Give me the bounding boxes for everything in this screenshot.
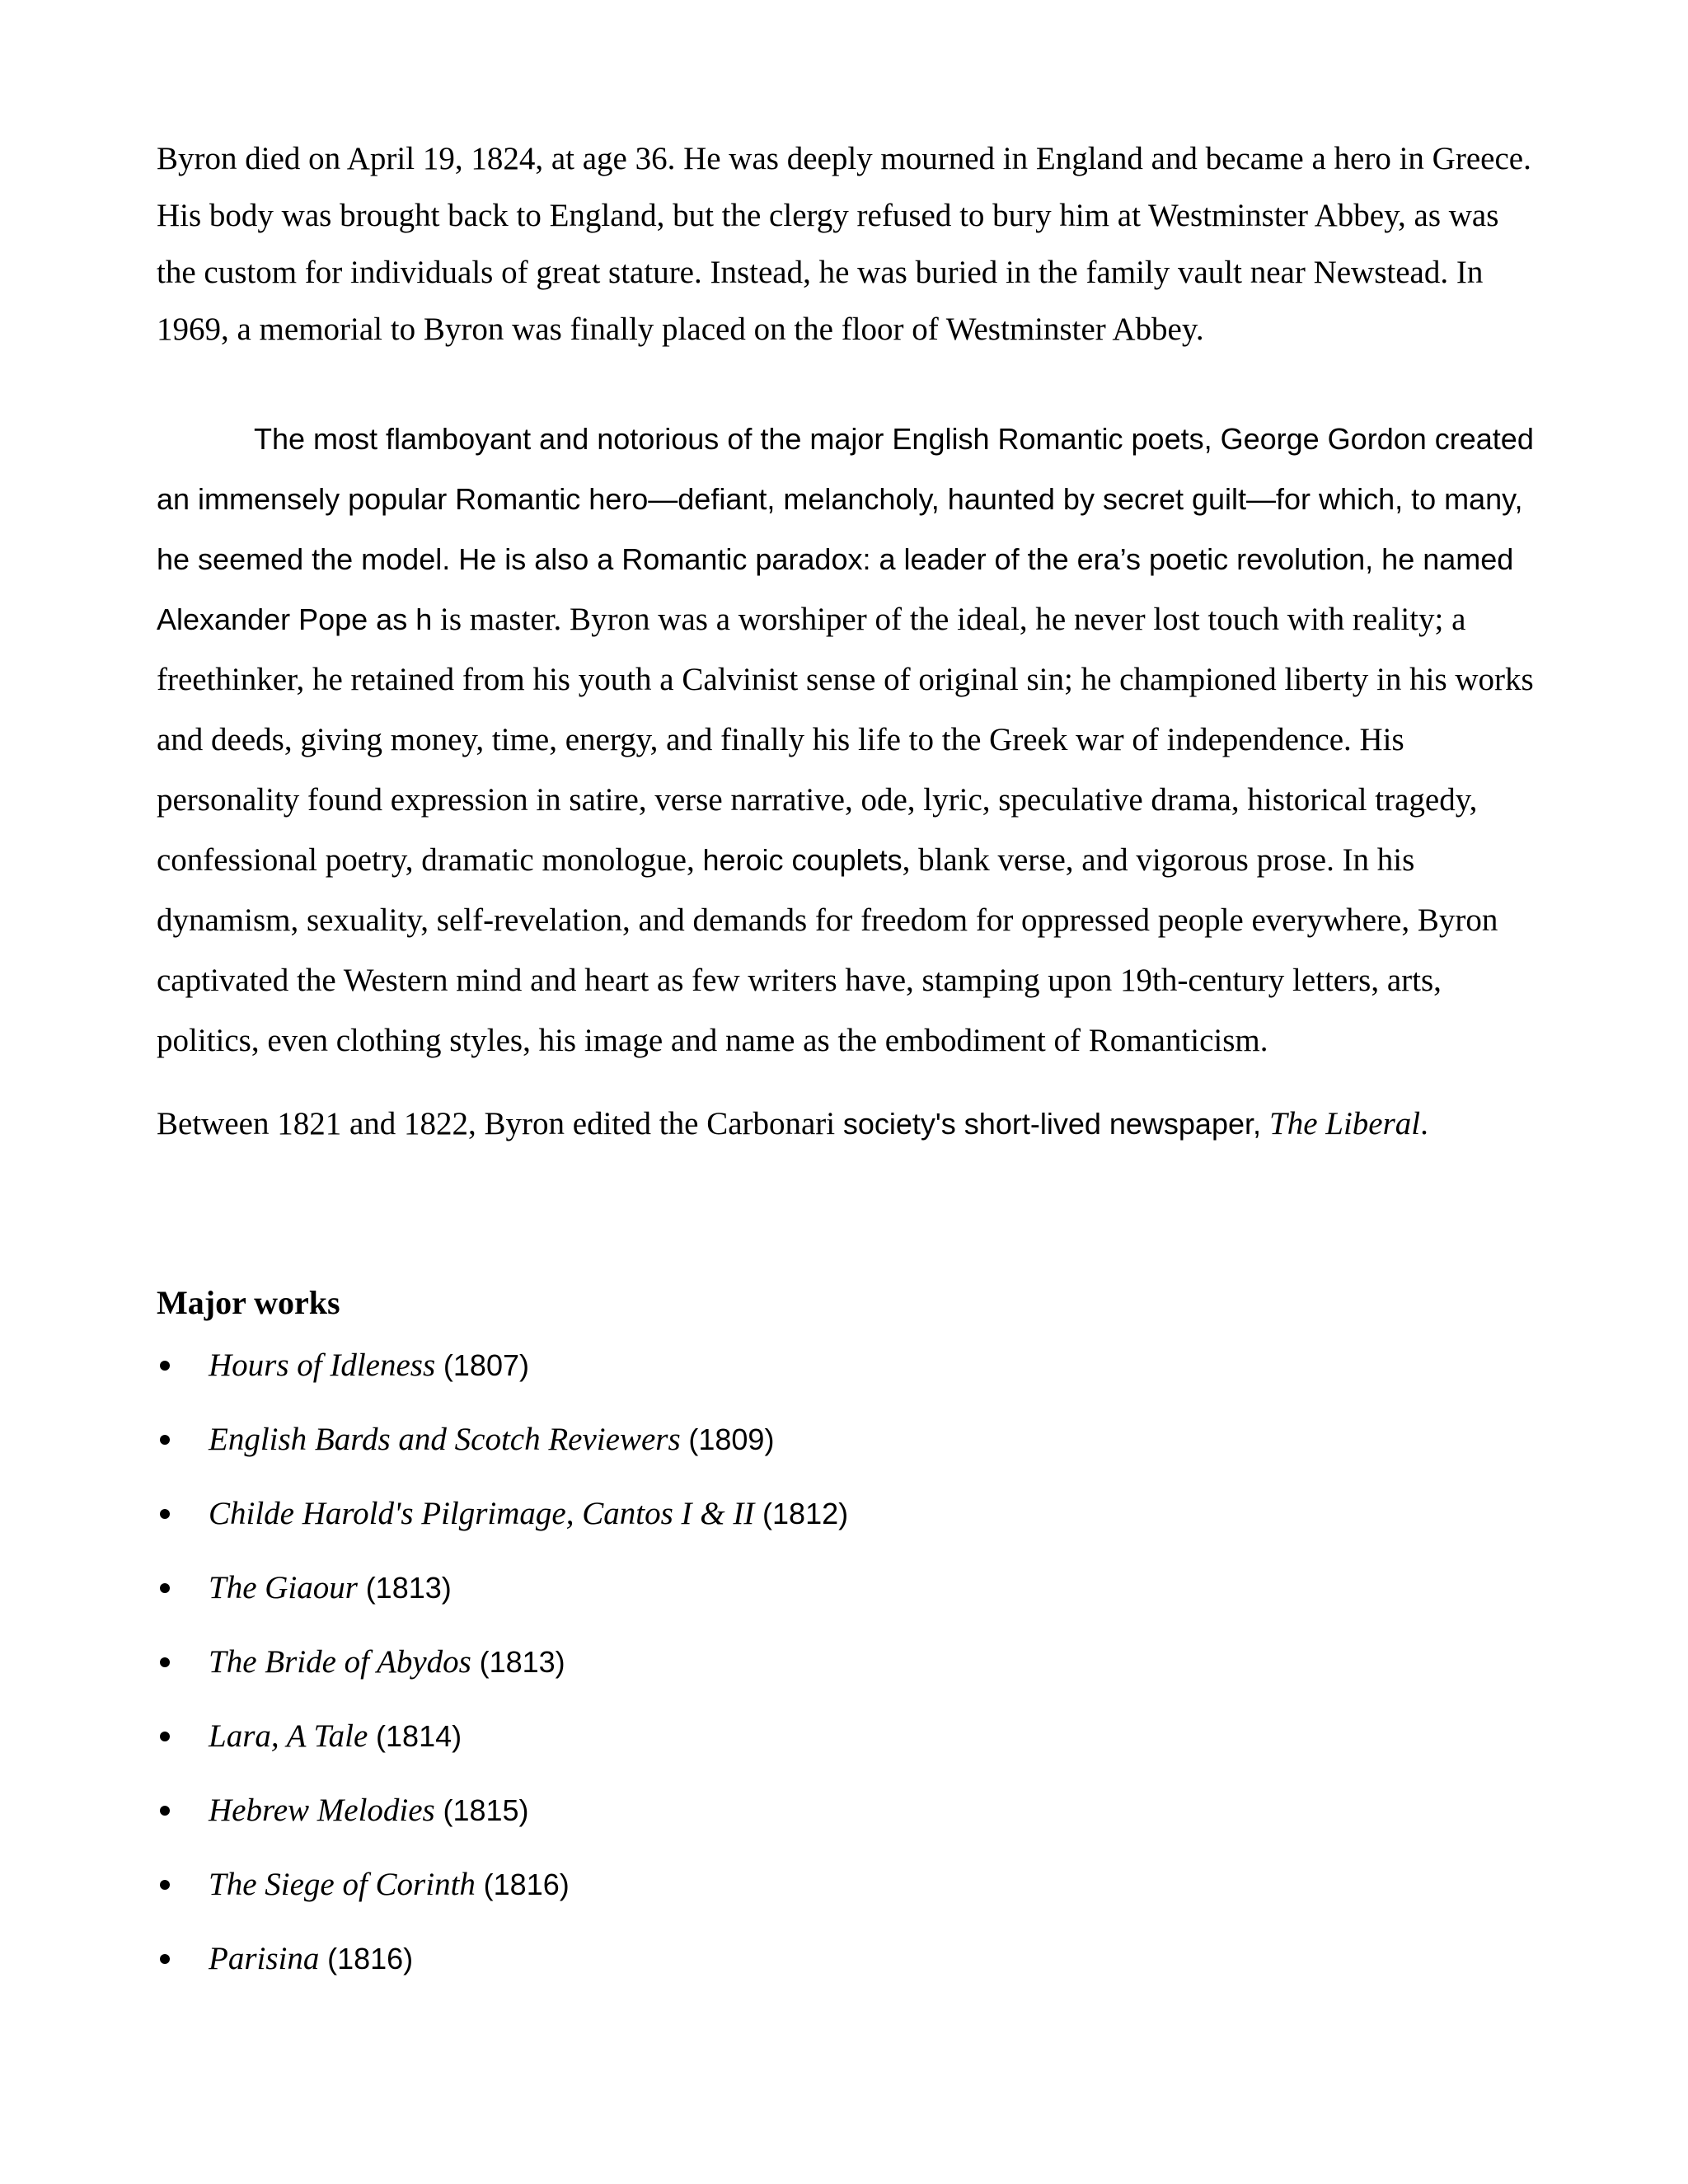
paragraph-biography-part5: , and vigorous prose. In his dynamism, sexuality, self-revelation, and demands for freedom for oppressed people everywhere, Byron captivated the Western mind and heart as few writers have, stamping upon 19th-century letters, arts, politics, even clothing styles, his image and name as the embodiment of Romanticism. [157, 842, 1498, 1058]
paragraph-biography-part3: heroic couplets [702, 843, 903, 877]
work-title: Hebrew Melodies [209, 1793, 435, 1828]
paragraph-liberal [157, 1095, 1541, 1152]
paragraph-death: Byron died on April 19, 1824, at age 36. He was deeply mourned in England and became a hero in Greece. His body was brought back to England, but the clergy refused to bury him at Westminster Abbey, as was the custom for individuals of great stature. Instead, he was buried in the family vault near Newstead. In 1969, a memorial to Byron was finally placed on the floor of Westminster Abbey. [157, 141, 1531, 347]
bullet-icon [160, 1361, 170, 1371]
bullet-icon [160, 1954, 170, 1964]
work-year: (1816) [327, 1942, 414, 1975]
work-title: Childe Harold's Pilgrimage, Cantos I & II [209, 1496, 755, 1531]
work-year: (1814) [376, 1719, 462, 1753]
list-item [157, 1415, 1541, 1489]
work-title: The Bride of Abydos [209, 1644, 471, 1680]
list-item [157, 1860, 1541, 1934]
work-title: The Giaour [209, 1570, 358, 1605]
paragraph-liberal-title: The Liberal [1269, 1106, 1421, 1141]
document-page [157, 130, 1541, 2008]
work-year: (1813) [479, 1645, 565, 1679]
bullet-icon [160, 1806, 170, 1816]
work-year: (1815) [443, 1793, 529, 1827]
major-works-list [157, 1341, 1541, 2008]
list-item [157, 1563, 1541, 1638]
work-year: (1816) [483, 1868, 570, 1901]
bullet-icon [160, 1509, 170, 1519]
work-year: (1809) [688, 1422, 775, 1456]
bullet-icon [160, 1732, 170, 1741]
list-item [157, 1934, 1541, 2008]
bullet-icon [160, 1583, 170, 1593]
work-title: Parisina [209, 1941, 320, 1976]
paragraph-biography [157, 409, 1541, 1071]
list-item [157, 1786, 1541, 1860]
work-year: (1807) [443, 1348, 529, 1382]
work-year: (1812) [762, 1497, 849, 1530]
work-title: Lara, A Tale [209, 1718, 368, 1754]
paragraph-biography-part1: The most flamboyant and notorious of the major English Romantic poets, George Gordon created an immensely popular Romantic hero—defiant, melancholy, haunted by secret guilt—for which, to many, he seemed the model. He is also a Romantic paradox: a leader of the era’s poetic revolution, he named Alexander Pope as h [157, 422, 1534, 636]
list-item [157, 1712, 1541, 1786]
bullet-icon [160, 1435, 170, 1445]
paragraph-liberal-part1: Between 1821 and 1822, Byron edited the Carbonari [157, 1106, 843, 1141]
work-title: The Siege of Corinth [209, 1867, 476, 1902]
major-works-heading: Major works [157, 1284, 340, 1321]
paragraph-liberal-part4: . [1420, 1106, 1428, 1141]
bullet-icon [160, 1880, 170, 1890]
paragraph-liberal-part2: society's short-lived newspaper, [842, 1107, 1270, 1141]
paragraph-biography-part2: is master. Byron was a worshiper of the ideal, he never lost touch with reality; a freethinker, he retained from his youth a Calvinist sense of original sin; he championed liberty in his works and deeds, giving money, time, energy, and finally his life to the Greek war of independence. His personality found expression in satire, verse narrative, ode, lyric, speculative drama, historical tragedy, confessional poetry, dramatic monologue, [157, 602, 1534, 878]
list-item [157, 1489, 1541, 1563]
work-year: (1813) [365, 1571, 452, 1605]
bullet-icon [160, 1657, 170, 1667]
paragraph-biography-part4: , blank verse [902, 842, 1066, 878]
work-title: Hours of Idleness [209, 1347, 436, 1383]
work-title: English Bards and Scotch Reviewers [209, 1422, 681, 1457]
list-item [157, 1341, 1541, 1415]
list-item [157, 1638, 1541, 1712]
